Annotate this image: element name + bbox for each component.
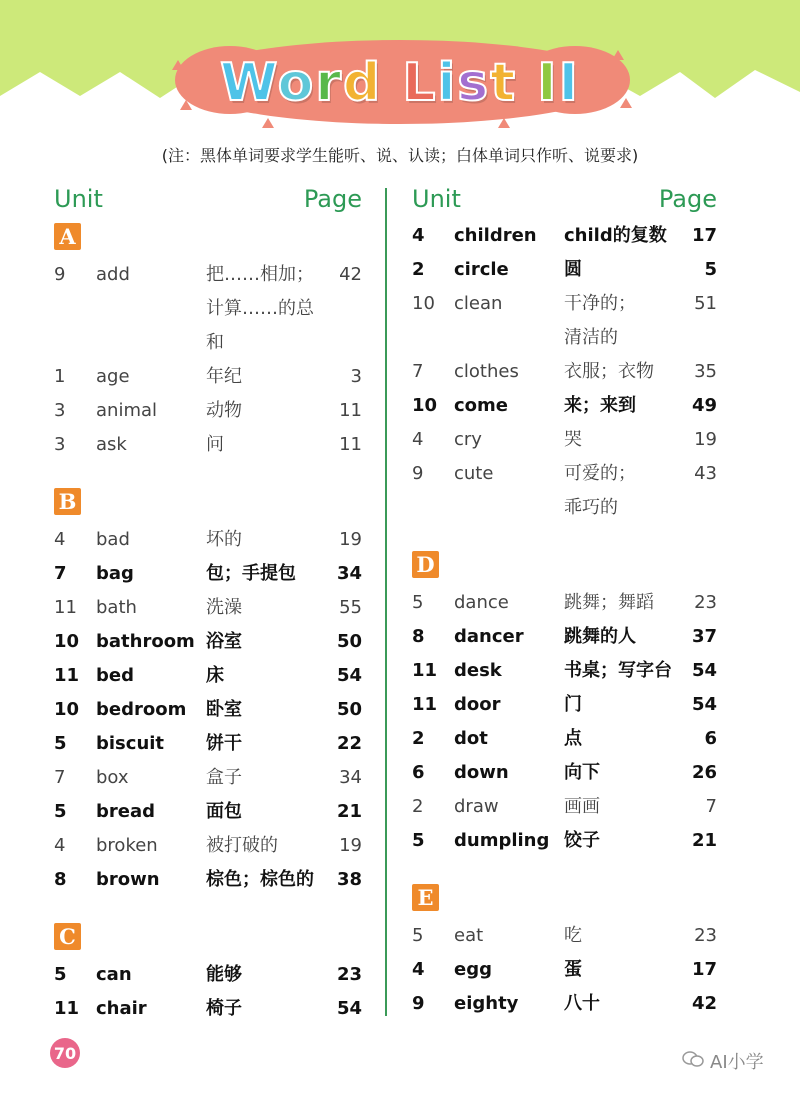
chinese-meaning-line: 衣服；衣物 xyxy=(564,361,654,382)
page-ref: 35 xyxy=(694,361,717,382)
unit-number: 4 xyxy=(54,529,66,550)
word-row xyxy=(412,389,717,423)
english-word: bathroom xyxy=(96,631,195,652)
english-word: draw xyxy=(454,796,499,817)
unit-number: 10 xyxy=(54,631,80,652)
english-word: bad xyxy=(96,529,130,550)
column-divider xyxy=(385,188,387,1016)
chinese-meaning-line: 吃 xyxy=(564,925,582,946)
english-word: can xyxy=(96,964,132,985)
word-row xyxy=(412,620,717,654)
english-word: biscuit xyxy=(96,733,165,754)
chinese-meaning xyxy=(564,620,681,654)
chinese-meaning xyxy=(206,557,326,591)
section-letter-b: B xyxy=(54,488,81,515)
section-gap xyxy=(412,858,717,880)
unit-number: 7 xyxy=(54,563,67,584)
chinese-meaning-line: 动物 xyxy=(206,400,242,421)
chinese-meaning xyxy=(206,829,326,863)
word-row xyxy=(54,523,362,557)
chinese-meaning-line: 椅子 xyxy=(206,998,242,1019)
unit-header: Unit xyxy=(412,185,461,213)
page-ref: 42 xyxy=(691,993,717,1014)
chinese-meaning-line: 饺子 xyxy=(564,830,600,851)
chinese-meaning xyxy=(206,523,326,557)
chinese-meaning xyxy=(206,625,326,659)
page-header: Page xyxy=(303,185,362,213)
page-ref: 19 xyxy=(339,835,362,856)
english-word: animal xyxy=(96,400,158,421)
chinese-meaning xyxy=(564,389,681,423)
page-ref: 43 xyxy=(694,463,717,484)
unit-number: 11 xyxy=(412,694,438,715)
chinese-meaning xyxy=(206,258,326,360)
chinese-meaning-line: 画画 xyxy=(564,796,600,817)
chinese-meaning xyxy=(564,722,681,756)
page-ref: 21 xyxy=(691,830,717,851)
word-row xyxy=(54,360,362,394)
chinese-meaning xyxy=(564,953,681,987)
english-word: circle xyxy=(454,259,509,280)
word-row xyxy=(54,258,362,360)
unit-number: 2 xyxy=(412,728,425,749)
english-word: age xyxy=(96,366,130,387)
wechat-icon xyxy=(682,1050,704,1073)
english-word: eighty xyxy=(454,993,519,1014)
chinese-meaning-line: 能够 xyxy=(206,964,242,985)
chinese-meaning xyxy=(564,654,681,688)
chinese-meaning-line: 门 xyxy=(564,694,582,715)
word-row xyxy=(412,953,717,987)
english-word: eat xyxy=(454,925,484,946)
page-ref: 42 xyxy=(339,264,362,285)
chinese-meaning xyxy=(564,287,681,355)
word-row xyxy=(412,253,717,287)
chinese-meaning xyxy=(206,958,326,992)
unit-number: 11 xyxy=(412,660,438,681)
chinese-meaning-line: 洗澡 xyxy=(206,597,242,618)
chinese-meaning xyxy=(564,219,681,253)
unit-number: 4 xyxy=(412,959,425,980)
word-row xyxy=(54,591,362,625)
column-header xyxy=(54,183,362,219)
chinese-meaning-line: 干净的； xyxy=(564,293,636,314)
page-ref: 17 xyxy=(691,959,717,980)
unit-number: 2 xyxy=(412,796,424,817)
chinese-meaning xyxy=(564,253,681,287)
chinese-meaning xyxy=(564,824,681,858)
page-ref: 54 xyxy=(336,665,362,686)
unit-number: 10 xyxy=(412,395,438,416)
page-ref: 34 xyxy=(339,767,362,788)
page-ref: 51 xyxy=(694,293,717,314)
word-row xyxy=(54,727,362,761)
english-word: cute xyxy=(454,463,494,484)
section-letter-d: D xyxy=(412,551,439,578)
section-letter-c: C xyxy=(54,923,81,950)
chinese-meaning xyxy=(564,355,681,389)
page-header: Page xyxy=(658,185,717,213)
word-row xyxy=(54,557,362,591)
chinese-meaning-line: 被打破的 xyxy=(206,835,278,856)
chinese-meaning xyxy=(564,457,681,525)
unit-number: 5 xyxy=(54,964,67,985)
word-row xyxy=(412,688,717,722)
page-number: 70 xyxy=(50,1038,80,1068)
chinese-meaning xyxy=(206,761,326,795)
page-ref: 38 xyxy=(336,869,362,890)
column-header xyxy=(412,183,717,219)
english-word: bedroom xyxy=(96,699,187,720)
word-row xyxy=(412,790,717,824)
word-row xyxy=(412,287,717,355)
unit-number: 10 xyxy=(54,699,80,720)
left-column xyxy=(54,183,362,1026)
chinese-meaning-line: 跳舞；舞蹈 xyxy=(564,592,654,613)
page-ref: 11 xyxy=(339,400,362,421)
english-word: ask xyxy=(96,434,127,455)
unit-number: 10 xyxy=(412,293,435,314)
unit-number: 8 xyxy=(412,626,425,647)
page-ref: 21 xyxy=(336,801,362,822)
chinese-meaning-line: 棕色；棕色的 xyxy=(206,869,314,890)
word-row xyxy=(412,756,717,790)
english-word: door xyxy=(454,694,501,715)
section-letter-a: A xyxy=(54,223,81,250)
unit-number: 11 xyxy=(54,665,80,686)
chinese-meaning xyxy=(206,795,326,829)
page-ref: 55 xyxy=(339,597,362,618)
chinese-meaning xyxy=(564,756,681,790)
chinese-meaning xyxy=(206,591,326,625)
word-row xyxy=(54,761,362,795)
chinese-meaning-line: 圆 xyxy=(564,259,582,280)
unit-number: 4 xyxy=(54,835,66,856)
watermark-text: AI小学 xyxy=(710,1052,764,1073)
page-ref: 5 xyxy=(704,259,717,280)
chinese-meaning-line: 坏的 xyxy=(206,529,242,550)
chinese-meaning-line: 把……相加； xyxy=(206,264,314,285)
english-word: desk xyxy=(454,660,502,681)
word-row xyxy=(412,722,717,756)
page-ref: 17 xyxy=(691,225,717,246)
chinese-meaning-line: child的复数 xyxy=(564,225,667,246)
chinese-meaning-line: 向下 xyxy=(564,762,600,783)
word-row xyxy=(54,829,362,863)
word-row xyxy=(54,659,362,693)
section-gap xyxy=(412,525,717,547)
chinese-meaning-line: 来；来到 xyxy=(564,395,636,416)
word-row xyxy=(412,423,717,457)
section-letter-e: E xyxy=(412,884,439,911)
page-ref: 50 xyxy=(336,631,362,652)
english-word: dance xyxy=(454,592,509,613)
chinese-meaning-line: 计算……的总和 xyxy=(206,298,314,353)
english-word: bread xyxy=(96,801,156,822)
page-ref: 50 xyxy=(336,699,362,720)
chinese-meaning xyxy=(564,688,681,722)
chinese-meaning-line: 问 xyxy=(206,434,224,455)
english-word: dumpling xyxy=(454,830,550,851)
word-row xyxy=(54,958,362,992)
page-ref: 19 xyxy=(694,429,717,450)
chinese-meaning-line: 哭 xyxy=(564,429,582,450)
word-row xyxy=(54,693,362,727)
word-row xyxy=(54,992,362,1026)
chinese-meaning-line: 乖巧的 xyxy=(564,497,618,518)
section-gap xyxy=(54,897,362,919)
page-ref: 6 xyxy=(704,728,717,749)
unit-number: 2 xyxy=(412,259,425,280)
unit-number: 9 xyxy=(412,993,425,1014)
word-row xyxy=(54,863,362,897)
unit-number: 7 xyxy=(412,361,424,382)
chinese-meaning-line: 蛋 xyxy=(564,959,582,980)
unit-number: 7 xyxy=(54,767,66,788)
page-ref: 49 xyxy=(691,395,717,416)
word-row xyxy=(54,428,362,462)
word-row xyxy=(54,394,362,428)
word-row xyxy=(412,355,717,389)
english-word: egg xyxy=(454,959,492,980)
english-word: down xyxy=(454,762,509,783)
chinese-meaning xyxy=(564,586,681,620)
chinese-meaning xyxy=(206,992,326,1026)
unit-number: 3 xyxy=(54,400,66,421)
chinese-meaning xyxy=(206,727,326,761)
page-ref: 7 xyxy=(705,796,717,817)
word-row xyxy=(412,987,717,1021)
chinese-meaning-line: 卧室 xyxy=(206,699,242,720)
unit-number: 3 xyxy=(54,434,66,455)
chinese-meaning xyxy=(206,360,326,394)
chinese-meaning-line: 八十 xyxy=(564,993,600,1014)
english-word: clean xyxy=(454,293,503,314)
page-ref: 22 xyxy=(336,733,362,754)
title-text: Word List II xyxy=(220,53,580,113)
english-word: broken xyxy=(96,835,158,856)
unit-number: 11 xyxy=(54,998,80,1019)
unit-number: 11 xyxy=(54,597,77,618)
page-ref: 23 xyxy=(336,964,362,985)
chinese-meaning-line: 可爱的； xyxy=(564,463,636,484)
chinese-meaning-line: 饼干 xyxy=(206,733,242,754)
watermark xyxy=(682,1048,764,1074)
page-ref: 54 xyxy=(336,998,362,1019)
chinese-meaning xyxy=(206,394,326,428)
page-ref: 19 xyxy=(339,529,362,550)
chinese-meaning-line: 床 xyxy=(206,665,224,686)
page-ref: 23 xyxy=(694,925,717,946)
unit-header: Unit xyxy=(54,185,103,213)
page-ref: 11 xyxy=(339,434,362,455)
english-word: dancer xyxy=(454,626,524,647)
chinese-meaning-line: 书桌；写字台 xyxy=(564,660,672,681)
page-ref: 54 xyxy=(691,660,717,681)
english-word: brown xyxy=(96,869,160,890)
section-gap xyxy=(54,462,362,484)
unit-number: 5 xyxy=(412,925,424,946)
chinese-meaning xyxy=(564,919,681,953)
english-word: bed xyxy=(96,665,134,686)
unit-number: 5 xyxy=(412,592,424,613)
word-row xyxy=(412,586,717,620)
word-row xyxy=(54,625,362,659)
page-ref: 37 xyxy=(691,626,717,647)
unit-number: 4 xyxy=(412,225,425,246)
english-word: add xyxy=(96,264,130,285)
unit-number: 9 xyxy=(412,463,424,484)
english-word: come xyxy=(454,395,508,416)
chinese-meaning-line: 年纪 xyxy=(206,366,242,387)
word-row xyxy=(412,654,717,688)
chinese-meaning xyxy=(206,428,326,462)
page-ref: 3 xyxy=(350,366,362,387)
english-word: bath xyxy=(96,597,137,618)
english-word: chair xyxy=(96,998,147,1019)
unit-number: 9 xyxy=(54,264,66,285)
chinese-meaning-line: 跳舞的人 xyxy=(564,626,636,647)
title xyxy=(180,42,620,124)
page-ref: 54 xyxy=(691,694,717,715)
chinese-meaning-line: 清洁的 xyxy=(564,327,618,348)
word-row xyxy=(412,919,717,953)
right-column xyxy=(412,183,717,1021)
unit-number: 6 xyxy=(412,762,425,783)
unit-number: 8 xyxy=(54,869,67,890)
unit-number: 4 xyxy=(412,429,424,450)
page-ref: 34 xyxy=(336,563,362,584)
instruction-note: (注：黑体单词要求学生能听、说、认读；白体单词只作听、说要求) xyxy=(161,146,639,165)
chinese-meaning xyxy=(206,693,326,727)
unit-number: 5 xyxy=(412,830,425,851)
chinese-meaning-line: 包；手提包 xyxy=(206,563,296,584)
word-row xyxy=(412,219,717,253)
chinese-meaning xyxy=(564,987,681,1021)
unit-number: 1 xyxy=(54,366,66,387)
word-row xyxy=(412,457,717,525)
english-word: clothes xyxy=(454,361,519,382)
english-word: dot xyxy=(454,728,488,749)
chinese-meaning xyxy=(564,790,681,824)
word-row xyxy=(412,824,717,858)
chinese-meaning xyxy=(206,659,326,693)
unit-number: 5 xyxy=(54,733,67,754)
chinese-meaning xyxy=(206,863,326,897)
chinese-meaning xyxy=(564,423,681,457)
english-word: children xyxy=(454,225,537,246)
chinese-meaning-line: 点 xyxy=(564,728,582,749)
page-ref: 26 xyxy=(691,762,717,783)
word-row xyxy=(54,795,362,829)
chinese-meaning-line: 面包 xyxy=(206,801,242,822)
chinese-meaning-line: 浴室 xyxy=(206,631,242,652)
english-word: cry xyxy=(454,429,482,450)
unit-number: 5 xyxy=(54,801,67,822)
page-ref: 23 xyxy=(694,592,717,613)
english-word: bag xyxy=(96,563,134,584)
english-word: box xyxy=(96,767,129,788)
chinese-meaning-line: 盒子 xyxy=(206,767,242,788)
